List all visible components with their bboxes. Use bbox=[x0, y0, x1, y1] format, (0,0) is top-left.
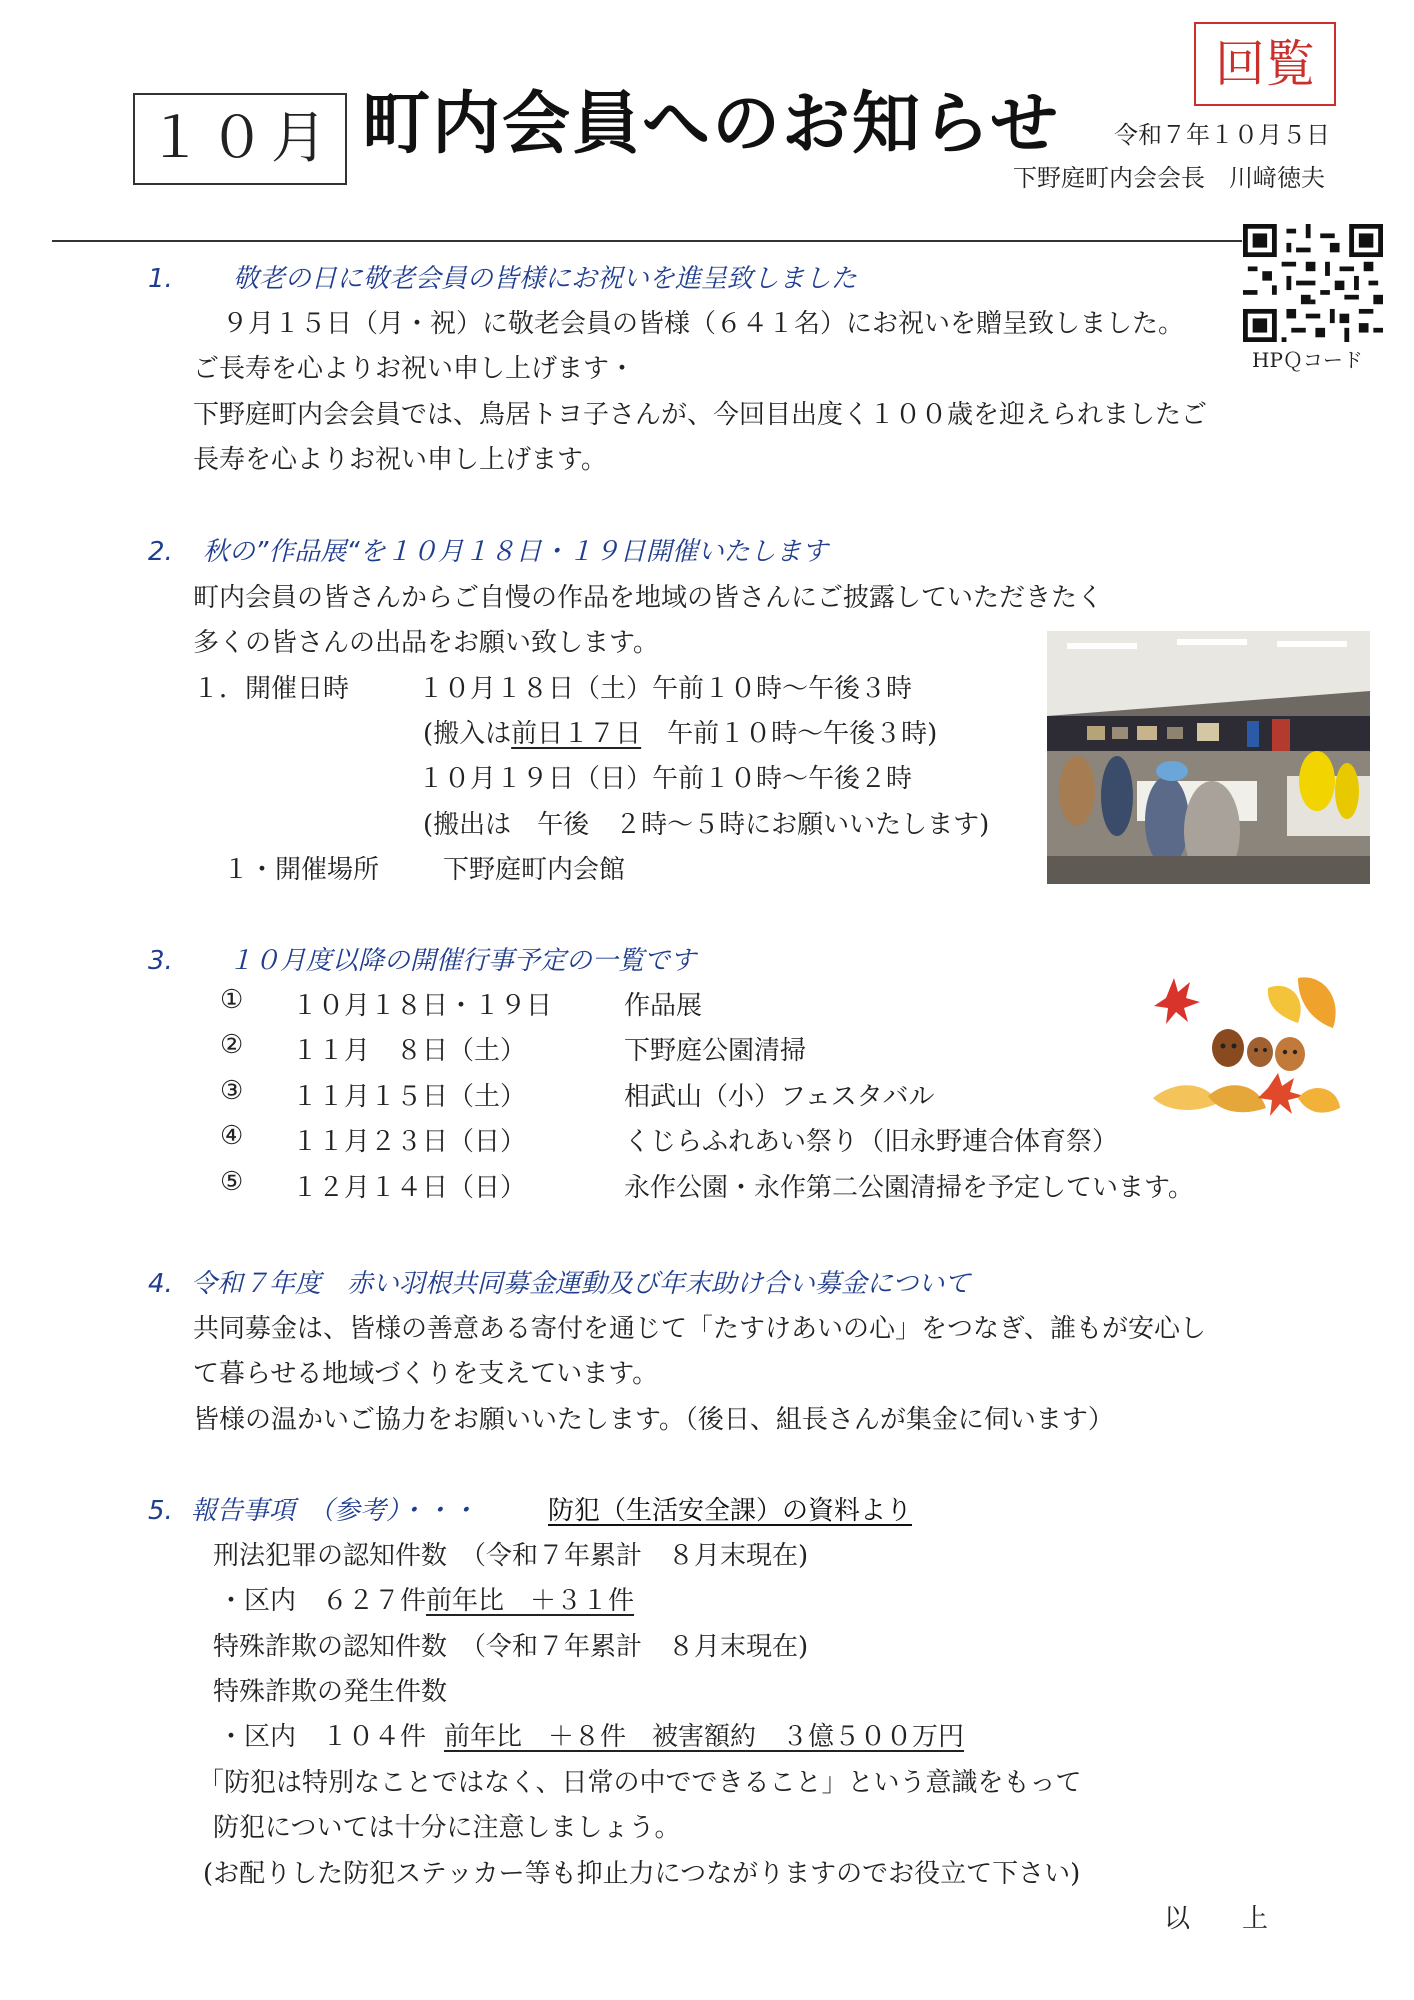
report-line-7: 防犯については十分に注意しましょう。 bbox=[213, 1813, 681, 1843]
section-5-title: 報告事項 （参考）・・・ bbox=[190, 1496, 477, 1526]
report-line-5-detail: 前年比 ＋８件 被害額約 ３億５００万円 bbox=[444, 1722, 965, 1752]
event-date-1: １０月１８日（土）午前１０時～午後３時 bbox=[418, 674, 913, 704]
section-1-line-2: ご長寿を心よりお祝い申し上げます・ bbox=[193, 354, 636, 384]
issue-date: 令和７年１０月５日 bbox=[1114, 121, 1330, 149]
event-1-mark: ① bbox=[220, 985, 244, 1015]
section-3-number: 3. bbox=[148, 946, 173, 976]
event-1-name: 作品展 bbox=[624, 991, 703, 1021]
section-3-title: １０月度以降の開催行事予定の一覧です bbox=[227, 946, 696, 976]
section-1-number: 1. bbox=[148, 264, 173, 294]
event-2-name: 下野庭公園清掃 bbox=[624, 1036, 807, 1066]
report-line-5-count: ・区内 １０４件 bbox=[218, 1722, 427, 1752]
section-4-heading bbox=[148, 1263, 970, 1300]
month-box: １０月 bbox=[133, 93, 347, 185]
report-line-6: 「防犯は特別なことではなく、日常の中でできること」という意識をもって bbox=[198, 1768, 1082, 1798]
section-2-number: 2. bbox=[148, 537, 173, 567]
section-1-line-3: 下野庭町内会会員では、鳥居トヨ子さんが、今回目出度く１００歳を迎えられましたご bbox=[193, 400, 1208, 430]
qr-caption: HPＱコード bbox=[1252, 348, 1363, 372]
section-1-title: 敬老の日に敬老会員の皆様にお祝いを進呈致しました bbox=[232, 264, 857, 294]
section-5-number: 5. bbox=[148, 1496, 173, 1526]
event-5-date: １２月１４日（日） bbox=[292, 1173, 527, 1203]
section-2-line-2: 多くの皆さんの出品をお願い致します。 bbox=[193, 628, 659, 658]
circulation-stamp: 回覧 bbox=[1194, 22, 1336, 106]
event-2-date: １１月 ８日（土） bbox=[292, 1036, 527, 1066]
event-4-mark: ④ bbox=[220, 1121, 244, 1151]
exhibition-photo bbox=[1047, 631, 1370, 884]
report-line-8: (お配りした防犯ステッカー等も抑止力につながりますのでお役立て下さい) bbox=[203, 1859, 1081, 1889]
report-line-2 bbox=[218, 1580, 634, 1617]
report-line-4: 特殊詐欺の発生件数 bbox=[213, 1677, 448, 1707]
event-place-label: １・開催場所 bbox=[223, 855, 380, 885]
event-date-2: １０月１９日（日）午前１０時～午後２時 bbox=[418, 764, 913, 794]
carry-in-date: 前日１７日 bbox=[511, 719, 642, 749]
carry-in-prefix: (搬入は bbox=[423, 719, 512, 749]
closing-mark: 以 上 bbox=[1164, 1904, 1269, 1934]
section-1-line-4: 長寿を心よりお祝い申し上げます。 bbox=[193, 445, 607, 475]
report-source: 防犯（生活安全課）の資料より bbox=[548, 1496, 913, 1526]
section-4-number: 4. bbox=[148, 1269, 173, 1299]
event-2-mark: ② bbox=[220, 1030, 244, 1060]
report-line-1: 刑法犯罪の認知件数 （令和７年累計 ８月末現在) bbox=[213, 1541, 809, 1571]
section-1-line-1: ９月１５日（月・祝）に敬老会員の皆様（６４１名）にお祝いを贈呈致しました。 bbox=[222, 309, 1185, 339]
event-3-mark: ③ bbox=[220, 1076, 244, 1106]
section-4-line-1: 共同募金は、皆様の善意ある寄付を通じて「たすけあいの心」をつなぎ、誰もが安心し bbox=[193, 1314, 1206, 1344]
section-2-heading bbox=[148, 531, 828, 568]
event-5-mark: ⑤ bbox=[220, 1167, 244, 1197]
carry-in-suffix: 午前１０時～午後３時) bbox=[641, 719, 938, 749]
carry-in-time bbox=[423, 713, 937, 750]
section-2-line-1: 町内会員の皆さんからご自慢の作品を地域の皆さんにご披露していただきたく bbox=[193, 583, 1104, 613]
section-2-title: 秋の”作品展“を１０月１８日・１９日開催いたします bbox=[202, 537, 828, 567]
event-5-name: 永作公園・永作第二公園清掃を予定しています。 bbox=[624, 1173, 1194, 1203]
section-1-heading bbox=[148, 258, 857, 295]
section-4-line-3: 皆様の温かいご協力をお願いいたします。（後日、組長さんが集金に伺います） bbox=[193, 1405, 1114, 1435]
page-title: 町内会員へのお知らせ bbox=[362, 85, 1060, 164]
author: 下野庭町内会会長 川﨑徳夫 bbox=[1013, 164, 1325, 192]
qr-code[interactable] bbox=[1243, 224, 1383, 342]
event-4-date: １１月２３日（日） bbox=[292, 1127, 527, 1157]
carry-out-time: (搬出は 午後 ２時～５時にお願いいたします) bbox=[423, 810, 990, 840]
section-3-heading bbox=[148, 940, 696, 977]
report-line-3: 特殊詐欺の認知件数 （令和７年累計 ８月末現在) bbox=[213, 1632, 809, 1662]
event-1-date: １０月１８日・１９日 bbox=[292, 991, 553, 1021]
autumn-leaves-illustration bbox=[1148, 968, 1344, 1118]
section-5-heading bbox=[148, 1490, 477, 1527]
section-4-title: 令和７年度 赤い羽根共同募金運動及び年末助け合い募金について bbox=[190, 1269, 971, 1299]
header-divider bbox=[52, 240, 1242, 242]
event-3-date: １１月１５日（土） bbox=[292, 1082, 527, 1112]
report-line-2-count: ・区内 ６２７件 bbox=[218, 1586, 427, 1616]
section-4-line-2: て暮らせる地域づくりを支えています。 bbox=[193, 1359, 659, 1389]
event-place: 下野庭町内会館 bbox=[443, 855, 626, 885]
event-date-label: １．開催日時 bbox=[193, 674, 350, 704]
report-line-5 bbox=[218, 1716, 964, 1753]
event-4-name: くじらふれあい祭り（旧永野連合体育祭） bbox=[624, 1127, 1119, 1157]
report-line-2-yoy: 前年比 ＋３１件 bbox=[426, 1586, 635, 1616]
event-3-name: 相武山（小）フェスタバル bbox=[624, 1082, 935, 1112]
